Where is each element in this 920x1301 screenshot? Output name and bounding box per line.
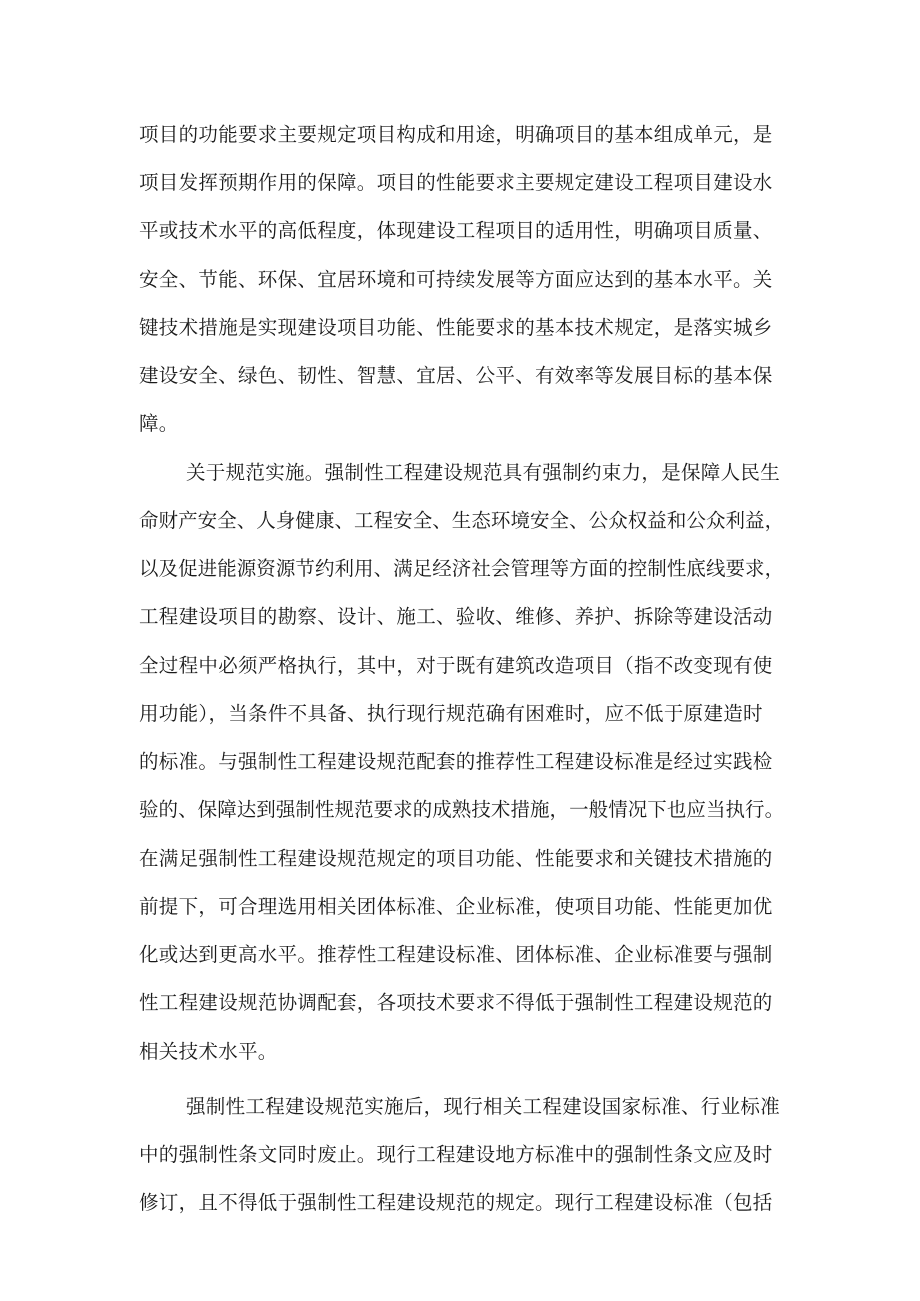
paragraph-2-line-6: 用功能），当条件不具备、执行现行规范确有困难时，应不低于原建造时 — [139, 702, 763, 725]
paragraph-2-line-13: 相关技术水平。 — [139, 1040, 278, 1063]
paragraph-2-line-8: 验的、保障达到强制性规范要求的成熟技术措施，一般情况下也应当执行。 — [139, 798, 785, 821]
paragraph-3-line-2: 中的强制性条文同时废止。现行工程建设地方标准中的强制性条文应及时 — [139, 1143, 773, 1166]
paragraph-2-line-11: 化或达到更高水平。推荐性工程建设标准、团体标准、企业标准要与强制 — [139, 943, 773, 966]
paragraph-1-line-3: 平或技术水平的高低程度，体现建设工程项目的适用性，明确项目质量、 — [139, 219, 773, 242]
paragraph-2-line-10: 前提下，可合理选用相关团体标准、企业标准，使项目功能、性能更加优 — [139, 895, 773, 918]
paragraph-2-line-3: 以及促进能源资源节约利用、满足经济社会管理等方面的控制性底线要求， — [139, 557, 785, 580]
paragraph-2-line-9: 在满足强制性工程建设规范规定的项目功能、性能要求和关键技术措施的 — [139, 847, 773, 870]
paragraph-3-line-1: 强制性工程建设规范实施后，现行相关工程建设国家标准、行业标准 — [186, 1095, 781, 1118]
paragraph-1-line-4: 安全、节能、环保、宜居环境和可持续发展等方面应达到的基本水平。关 — [139, 268, 773, 291]
paragraph-1-line-1: 项目的功能要求主要规定项目构成和用途，明确项目的基本组成单元，是 — [139, 123, 773, 146]
paragraph-2-line-7: 的标准。与强制性工程建设规范配套的推荐性工程建设标准是经过实践检 — [139, 750, 773, 773]
paragraph-2-line-12: 性工程建设规范协调配套，各项技术要求不得低于强制性工程建设规范的 — [139, 991, 773, 1014]
paragraph-2-line-5: 全过程中必须严格执行，其中，对于既有建筑改造项目（指不改变现有使 — [139, 654, 773, 677]
paragraph-3-line-3: 修订，且不得低于强制性工程建设规范的规定。现行工程建设标准（包括 — [139, 1191, 773, 1214]
paragraph-1-line-7: 障。 — [139, 412, 179, 435]
paragraph-2-line-4: 工程建设项目的勘察、设计、施工、验收、维修、养护、拆除等建设活动 — [139, 605, 773, 628]
paragraph-2-line-1: 关于规范实施。强制性工程建设规范具有强制约束力，是保障人民生 — [186, 461, 781, 484]
paragraph-2-line-2: 命财产安全、人身健康、工程安全、生态环境安全、公众权益和公众利益， — [139, 509, 785, 532]
paragraph-1-line-5: 键技术措施是实现建设项目功能、性能要求的基本技术规定，是落实城乡 — [139, 316, 773, 339]
paragraph-1-line-2: 项目发挥预期作用的保障。项目的性能要求主要规定建设工程项目建设水 — [139, 171, 773, 194]
paragraph-1-line-6: 建设安全、绿色、韧性、智慧、宜居、公平、有效率等发展目标的基本保 — [139, 364, 773, 387]
